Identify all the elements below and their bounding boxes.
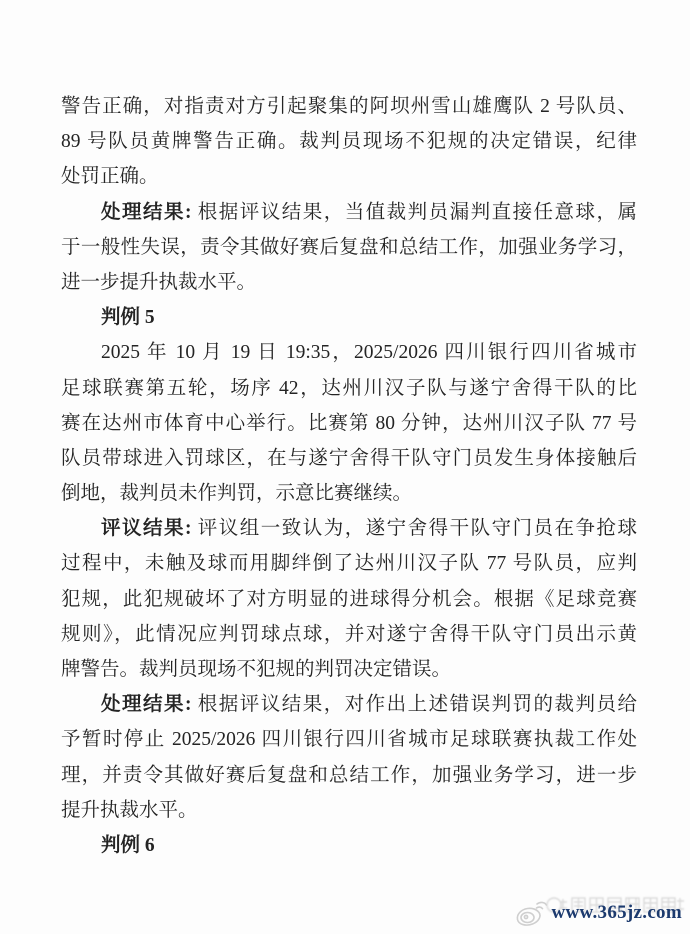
text-line [61, 300, 637, 335]
bold-label: 判例 5 [101, 307, 155, 329]
para-case5-result [61, 687, 637, 828]
text-run: 队员带球进入罚球区，在与遂宁舍得干队守门员发生身体接触后 [61, 447, 637, 469]
text-line [61, 652, 637, 687]
para-case4-result [61, 195, 637, 301]
text-line [61, 265, 637, 300]
text-run: 89 号队员黄牌警告正确。裁判员现场不犯规的决定错误，纪律 [61, 131, 637, 153]
para-case5-facts [61, 335, 637, 511]
text-line [61, 159, 637, 194]
text-run: 足球联赛第五轮，场序 42，达州川汉子队与遂宁舍得干队的比 [61, 377, 637, 399]
text-line [61, 722, 637, 757]
bold-label: 判例 6 [101, 834, 155, 856]
text-run: 处罚正确。 [61, 166, 159, 188]
text-run: 倒地，裁判员未作判罚，示意比赛继续。 [61, 483, 413, 505]
heading-case6 [61, 828, 637, 863]
text-line [61, 195, 637, 230]
bold-label: 处理结果: [101, 201, 192, 223]
text-run: 规则》，此情况应判罚球点球，并对遂宁舍得干队守门员出示黄 [61, 623, 637, 645]
text-run: 根据评议结果，对作出上述错误判罚的裁判员给 [191, 694, 637, 716]
watermark-text-group [551, 898, 682, 928]
text-run: 牌警告。裁判员现场不犯规的判罚决定错误。 [61, 659, 452, 680]
text-run: 于一般性失误，责令其做好赛后复盘和总结工作，加强业务学习， [61, 236, 637, 258]
text-run: 2025 年 10 月 19 日 19:35，2025/2026 四川银行四川省城市 [101, 342, 637, 364]
text-run: 提升执裁水平。 [61, 799, 198, 821]
text-line [61, 406, 637, 441]
text-line [61, 335, 637, 370]
text-line [61, 371, 637, 406]
text-run: 进一步提升执裁水平。 [61, 271, 257, 293]
text-line [61, 476, 637, 511]
bold-label: 处理结果: [101, 694, 192, 716]
text-run: 评议组一致认为，遂宁舍得干队守门员在争抢球 [191, 518, 637, 540]
para-case5-review [61, 511, 637, 687]
text-line [61, 124, 637, 159]
heading-case5 [61, 300, 637, 335]
text-line [61, 441, 637, 476]
text-run: 理，并责令其做好赛后复盘和总结工作，加强业务学习，进一步 [61, 764, 637, 786]
text-line [61, 687, 637, 722]
text-run: 予暂时停止 2025/2026 四川银行四川省城市足球联赛执裁工作处 [61, 729, 637, 751]
text-line [61, 758, 637, 793]
text-line [61, 582, 637, 617]
text-run: 根据评议结果，当值裁判员漏判直接任意球，属 [191, 201, 637, 223]
bold-label: 评议结果: [101, 518, 192, 540]
document-body [61, 89, 637, 863]
para-case4-discipline-tail [61, 89, 637, 195]
text-run: 犯规，此犯规破坏了对方明显的进球得分机会。根据《足球竞赛 [61, 588, 637, 610]
watermark-url: www.365jz.com [551, 902, 682, 923]
text-line [61, 617, 637, 652]
text-run: 警告正确，对指责对方引起聚集的阿坝州雪山雄鹰队 2 号队员、 [61, 96, 637, 117]
text-line [61, 511, 637, 546]
text-line [61, 793, 637, 828]
text-line [61, 546, 637, 581]
text-line [61, 828, 637, 863]
text-line [61, 230, 637, 265]
text-run: 赛在达州市体育中心举行。比赛第 80 分钟，达州川汉子队 77 号 [61, 412, 637, 434]
text-run: 过程中，未触及球而用脚绊倒了达州川汉子队 77 号队员，应判 [61, 553, 637, 575]
text-line [61, 89, 637, 124]
watermark [513, 894, 682, 928]
